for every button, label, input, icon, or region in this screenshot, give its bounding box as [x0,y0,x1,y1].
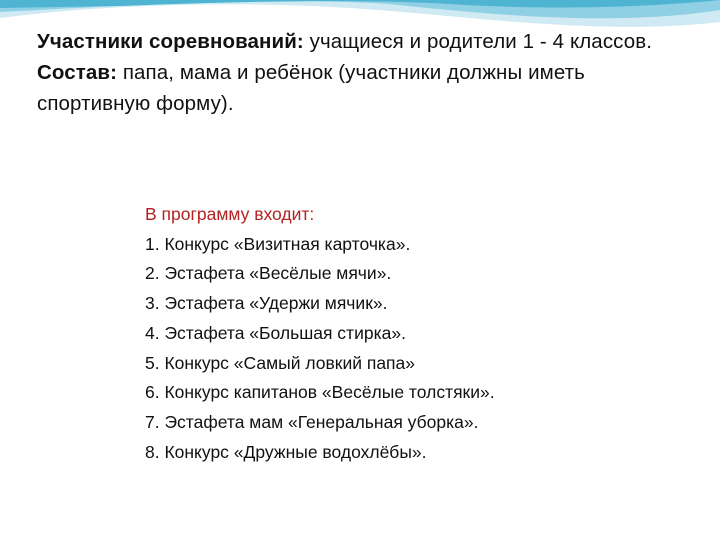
program-list [145,230,705,468]
program-item: 6. Конкурс капитанов «Весёлые толстяки». [145,382,495,403]
participants-label: Участники соревнований: [37,30,304,53]
program-item: 1. Конкурс «Визитная карточка». [145,233,411,254]
program-item: 4. Эстафета «Большая стирка». [145,322,406,343]
composition-text: папа, мама и ребёнок (участники должны иметь спортивную форму). [37,61,585,115]
program-item: 5. Конкурс «Самый ловкий папа» [145,352,416,373]
composition-paragraph [37,57,697,119]
intro-text [37,26,697,119]
program-block [145,200,705,467]
program-item: 3. Эстафета «Удержи мячик». [145,293,388,314]
program-title: В программу входит: [145,204,315,224]
composition-label: Состав: [37,61,118,84]
program-item: 7. Эстафета мам «Генеральная уборка». [145,411,479,432]
program-item: 2. Эстафета «Весёлые мячи». [145,263,392,284]
program-item: 8. Конкурс «Дружные водохлёбы». [145,441,427,462]
participants-text: учащиеся и родители 1 - 4 классов. [309,30,653,53]
participants-paragraph [37,26,697,57]
